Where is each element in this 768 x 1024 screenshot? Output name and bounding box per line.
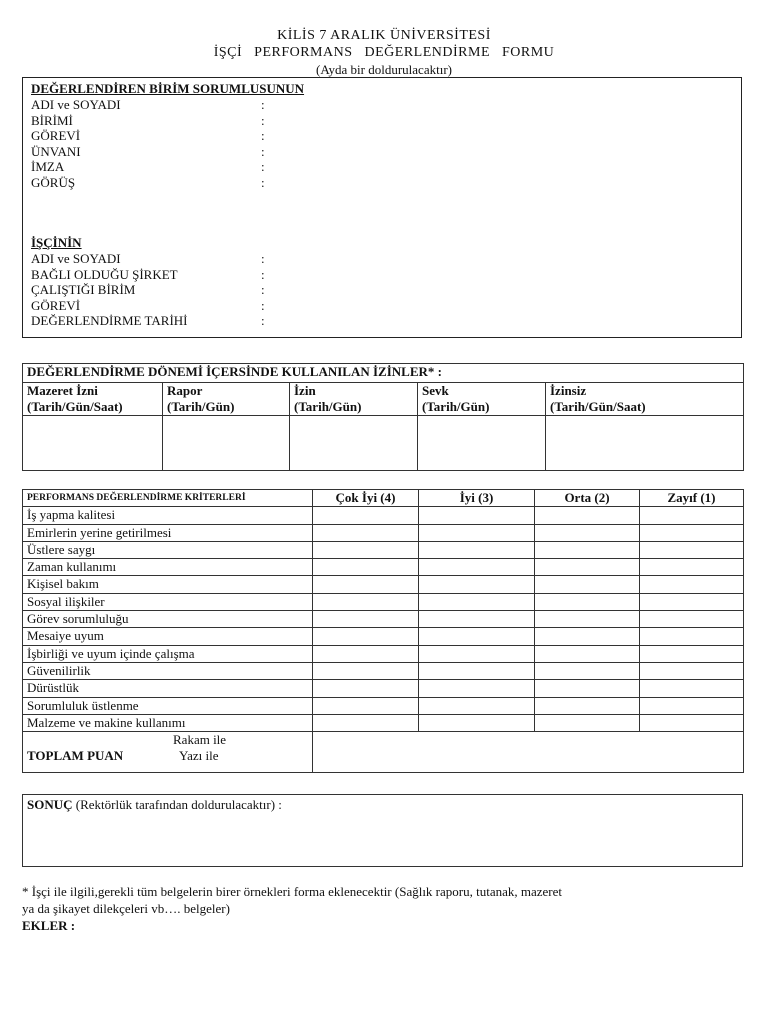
total-written-label: Yazı ile	[179, 748, 219, 764]
rating-cell[interactable]	[313, 611, 419, 628]
rating-cell[interactable]	[535, 524, 640, 541]
leave-entry-cell[interactable]	[546, 416, 744, 471]
evaluator-field-label: ADI ve SOYADI	[31, 97, 121, 112]
criteria-label: İş yapma kalitesi	[23, 507, 313, 524]
rating-cell[interactable]	[313, 507, 419, 524]
rating-cell[interactable]	[535, 662, 640, 679]
leave-column-name: Rapor	[167, 383, 203, 398]
field-colon: :	[261, 97, 265, 112]
rating-cell[interactable]	[535, 680, 640, 697]
rating-cell[interactable]	[535, 714, 640, 731]
criteria-label: Zaman kullanımı	[23, 559, 313, 576]
criteria-heading: PERFORMANS DEĞERLENDİRME KRİTERLERİ	[23, 490, 313, 507]
field-colon: :	[261, 143, 265, 159]
rating-cell[interactable]	[313, 593, 419, 610]
attachments-label: EKLER :	[22, 918, 76, 933]
leave-entry-cell[interactable]	[290, 416, 418, 471]
footer-note-line: * İşçi ile ilgili,gerekli tüm belgelerin birer örnekleri forma eklenecektir (Sağlık raporu, tutanak, mazeret	[22, 884, 563, 899]
performance-table	[22, 489, 744, 773]
university-name: KİLİS 7 ARALIK ÜNİVERSİTESİ	[277, 28, 491, 43]
worker-field-label: ADI ve SOYADI	[31, 251, 121, 266]
leave-column-header	[418, 383, 546, 416]
footer-note	[22, 883, 742, 934]
evaluator-field-label: GÖREVİ	[31, 128, 81, 143]
rating-cell[interactable]	[640, 611, 744, 628]
rating-cell[interactable]	[419, 697, 535, 714]
rating-cell[interactable]	[313, 645, 419, 662]
rating-cell[interactable]	[535, 611, 640, 628]
rating-cell[interactable]	[313, 524, 419, 541]
rating-cell[interactable]	[640, 576, 744, 593]
worker-heading: İŞÇİNİN	[31, 235, 82, 250]
result-note: (Rektörlük tarafından doldurulacaktır) :	[75, 797, 282, 812]
rating-cell[interactable]	[419, 662, 535, 679]
rating-cell[interactable]	[535, 507, 640, 524]
rating-cell[interactable]	[419, 576, 535, 593]
rating-cell[interactable]	[640, 507, 744, 524]
criteria-row	[23, 697, 744, 714]
rating-cell[interactable]	[313, 559, 419, 576]
rating-cell[interactable]	[535, 559, 640, 576]
rating-cell[interactable]	[535, 628, 640, 645]
criteria-row	[23, 559, 744, 576]
rating-cell[interactable]	[640, 524, 744, 541]
criteria-label: Malzeme ve makine kullanımı	[23, 714, 313, 731]
rating-cell[interactable]	[419, 611, 535, 628]
criteria-row	[23, 576, 744, 593]
result-label: SONUÇ	[27, 797, 73, 812]
rating-cell[interactable]	[313, 541, 419, 558]
criteria-row	[23, 628, 744, 645]
leave-entry-cell[interactable]	[23, 416, 163, 471]
rating-cell[interactable]	[419, 524, 535, 541]
total-numeric-label: Rakam ile	[173, 732, 227, 748]
field-colon: :	[261, 282, 265, 297]
field-colon: :	[261, 174, 265, 190]
criteria-row	[23, 714, 744, 731]
criteria-row	[23, 507, 744, 524]
rating-cell[interactable]	[419, 507, 535, 524]
personnel-info-box	[22, 77, 742, 338]
criteria-row	[23, 645, 744, 662]
worker-field-label: DEĞERLENDİRME TARİHİ	[31, 313, 188, 328]
rating-cell[interactable]	[640, 662, 744, 679]
rating-header: Çok İyi (4)	[313, 490, 419, 507]
criteria-label: Emirlerin yerine getirilmesi	[23, 524, 313, 541]
frequency-note: (Ayda bir doldurulacaktır)	[316, 62, 452, 77]
leave-column-unit: (Tarih/Gün)	[294, 399, 362, 414]
rating-cell[interactable]	[535, 645, 640, 662]
field-colon: :	[261, 313, 265, 328]
rating-cell[interactable]	[640, 680, 744, 697]
rating-cell[interactable]	[313, 662, 419, 679]
leave-entry-cell[interactable]	[163, 416, 290, 471]
criteria-label: Kişisel bakım	[23, 576, 313, 593]
rating-cell[interactable]	[535, 593, 640, 610]
field-colon: :	[261, 251, 265, 266]
evaluator-field-label: ÜNVANI	[31, 143, 81, 159]
criteria-row	[23, 541, 744, 558]
worker-field-label: ÇALIŞTIĞI BİRİM	[31, 282, 136, 297]
total-score-input[interactable]	[313, 732, 744, 773]
form-title: İŞÇİ PERFORMANS DEĞERLENDİRME FORMU	[213, 45, 555, 60]
criteria-label: Görev sorumluluğu	[23, 611, 313, 628]
evaluator-heading: DEĞERLENDİREN BİRİM SORUMLUSUNUN	[31, 81, 305, 96]
leave-column-name: Mazeret İzni	[27, 383, 98, 398]
rating-cell[interactable]	[313, 680, 419, 697]
field-colon: :	[261, 112, 265, 128]
rating-cell[interactable]	[419, 628, 535, 645]
criteria-row	[23, 680, 744, 697]
criteria-label: Sosyal ilişkiler	[23, 593, 313, 610]
rating-cell[interactable]	[419, 559, 535, 576]
rating-cell[interactable]	[535, 541, 640, 558]
rating-cell[interactable]	[419, 714, 535, 731]
criteria-label: Mesaiye uyum	[23, 628, 313, 645]
criteria-row	[23, 611, 744, 628]
rating-cell[interactable]	[640, 645, 744, 662]
rating-cell[interactable]	[535, 697, 640, 714]
rating-cell[interactable]	[640, 559, 744, 576]
field-colon: :	[261, 266, 265, 282]
leave-table-heading: DEĞERLENDİRME DÖNEMİ İÇERSİNDE KULLANILAN İZİNLER* :	[23, 364, 744, 383]
criteria-label: İşbirliği ve uyum içinde çalışma	[23, 645, 313, 662]
leave-column-unit: (Tarih/Gün/Saat)	[27, 399, 123, 414]
result-box[interactable]	[22, 794, 743, 867]
rating-cell[interactable]	[313, 628, 419, 645]
leave-column-name: Sevk	[422, 383, 449, 398]
footer-note-line: ya da şikayet dilekçeleri vb…. belgeler)	[22, 901, 230, 916]
rating-header: Zayıf (1)	[640, 490, 744, 507]
worker-field-label: GÖREVİ	[31, 297, 81, 313]
rating-cell[interactable]	[313, 697, 419, 714]
leave-column-header	[23, 383, 163, 416]
criteria-row	[23, 662, 744, 679]
total-label-cell	[23, 732, 313, 773]
rating-cell[interactable]	[640, 697, 744, 714]
criteria-label: Üstlere saygı	[23, 541, 313, 558]
field-colon: :	[261, 128, 265, 143]
rating-header: İyi (3)	[419, 490, 535, 507]
total-row	[23, 732, 744, 773]
leave-column-unit: (Tarih/Gün)	[422, 399, 490, 414]
result-label-line	[27, 797, 282, 813]
leave-column-unit: (Tarih/Gün/Saat)	[550, 399, 646, 414]
field-colon: :	[261, 159, 265, 174]
criteria-row	[23, 524, 744, 541]
criteria-row	[23, 593, 744, 610]
evaluator-field-label: GÖRÜŞ	[31, 174, 76, 190]
leave-column-header	[546, 383, 744, 416]
rating-cell[interactable]	[640, 541, 744, 558]
leave-table	[22, 363, 744, 471]
evaluator-field-label: BİRİMİ	[31, 112, 73, 128]
leave-column-name: İzin	[294, 383, 316, 398]
rating-cell[interactable]	[419, 541, 535, 558]
evaluator-field-label: İMZA	[31, 159, 65, 174]
rating-cell[interactable]	[313, 714, 419, 731]
rating-cell[interactable]	[640, 628, 744, 645]
rating-header: Orta (2)	[535, 490, 640, 507]
rating-cell[interactable]	[640, 714, 744, 731]
leave-column-header	[290, 383, 418, 416]
total-score-label: TOPLAM PUAN	[27, 748, 124, 764]
criteria-label: Güvenilirlik	[23, 662, 313, 679]
leave-column-header	[163, 383, 290, 416]
rating-cell[interactable]	[419, 593, 535, 610]
rating-cell[interactable]	[419, 645, 535, 662]
field-colon: :	[261, 297, 265, 313]
leave-column-unit: (Tarih/Gün)	[167, 399, 235, 414]
rating-cell[interactable]	[419, 680, 535, 697]
rating-cell[interactable]	[535, 576, 640, 593]
criteria-label: Sorumluluk üstlenme	[23, 697, 313, 714]
leave-column-name: İzinsiz	[550, 383, 587, 398]
rating-cell[interactable]	[313, 576, 419, 593]
worker-field-label: BAĞLI OLDUĞU ŞİRKET	[31, 266, 178, 282]
criteria-label: Dürüstlük	[23, 680, 313, 697]
rating-cell[interactable]	[640, 593, 744, 610]
leave-entry-cell[interactable]	[418, 416, 546, 471]
